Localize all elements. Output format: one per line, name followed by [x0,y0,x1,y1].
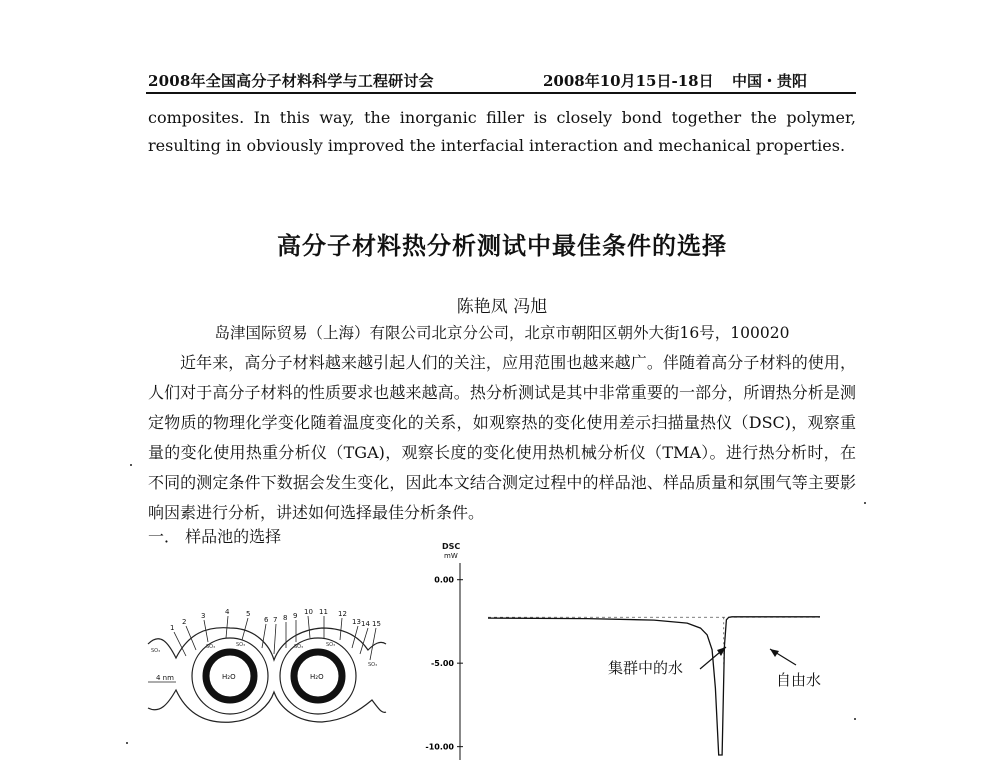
schematic-number: 4 [225,608,230,616]
schematic-number: 12 [338,610,347,618]
scan-speck [854,718,856,720]
section-heading: 一． 样品池的选择 [148,527,282,546]
y-tick-label: -10.00 [425,742,454,752]
schematic-number: 1 [170,624,175,632]
body-paragraph: 近年来，高分子材料越来越引起人们的关注，应用范围也越来越广。伴随着高分子材料的使用，人们对于高分子材料的性质要求也越来越高。热分析测试是其中非常重要的一部分，所谓热分析是测定物质的物理化学变化随着温度变化的关系，如观察热的变化使用差示扫描量热仪（DSC)，观察重量的变化使用热重分析仪（TGA)，观察长度的变化使用热机械分析仪（TMA）。进行热分析时，在不同的测定条件下数据会发生变化，因此本文结合测定过程中的样品池、样品质量和氛围气等主要影响因素进行分析，讲述如何选择最佳分析条件。 [148,353,856,522]
schematic-number: 5 [246,610,251,618]
schematic-number: 7 [273,616,278,624]
y-axis-unit: mW [444,552,458,560]
arrowhead-free-water [770,649,779,657]
water-label-right: H₂O [310,673,324,681]
ion-label: SO₃ [151,648,161,654]
annotation-free-water: 自由水 [776,671,822,689]
scale-label: 4 nm [156,674,174,682]
schematic-number: 3 [201,612,206,620]
cluster-schematic-svg [146,604,388,724]
paper-authors: 陈艳凤 冯旭 [456,297,548,317]
cluster-schematic [146,604,388,724]
dsc-chart-svg [400,535,870,760]
abstract-tail: composites. In this way, the inorganic filler is closely bond together the polymer, resulting in obviously improved the interfacial interaction and mechanical properties. [148,108,856,155]
paper-affiliation: 岛津国际贸易（上海）有限公司北京分公司，北京市朝阳区朝外大街16号，100020 [214,324,790,342]
schematic-number: 6 [264,616,269,624]
schematic-number: 14 [361,620,370,628]
y-tick-label: 0.00 [434,575,454,585]
ion-label: SO₃ [294,644,304,650]
header-rule [146,92,856,94]
y-tick-label: -5.00 [430,659,454,669]
conference-date: 2008年10月15日-18日 [543,72,714,90]
scan-speck [126,742,128,744]
scan-speck [864,502,866,504]
paper-title: 高分子材料热分析测试中最佳条件的选择 [277,231,727,260]
dsc-chart [400,535,870,760]
schematic-number: 11 [319,608,328,616]
annotation-cluster-water: 集群中的水 [608,659,684,677]
scan-speck [130,464,132,466]
schematic-number: 8 [283,614,288,622]
water-label-left: H₂O [222,673,236,681]
conference-location: 中国・贵阳 [732,72,808,90]
y-axis-ticks [425,576,463,752]
schematic-number: 9 [293,612,298,620]
ion-label: SO₃ [326,642,336,648]
ion-label: SO₃ [236,642,246,648]
conference-title: 2008年全国高分子材料科学与工程研讨会 [148,72,434,90]
schematic-number: 13 [352,618,361,626]
dsc-curve [488,617,820,755]
schematic-number: 10 [304,608,313,616]
schematic-number: 2 [182,618,187,626]
ion-label: SO₃ [206,644,216,650]
ion-label: SO₃ [368,662,378,668]
y-axis-label: DSC [442,542,461,551]
schematic-number: 15 [372,620,381,628]
